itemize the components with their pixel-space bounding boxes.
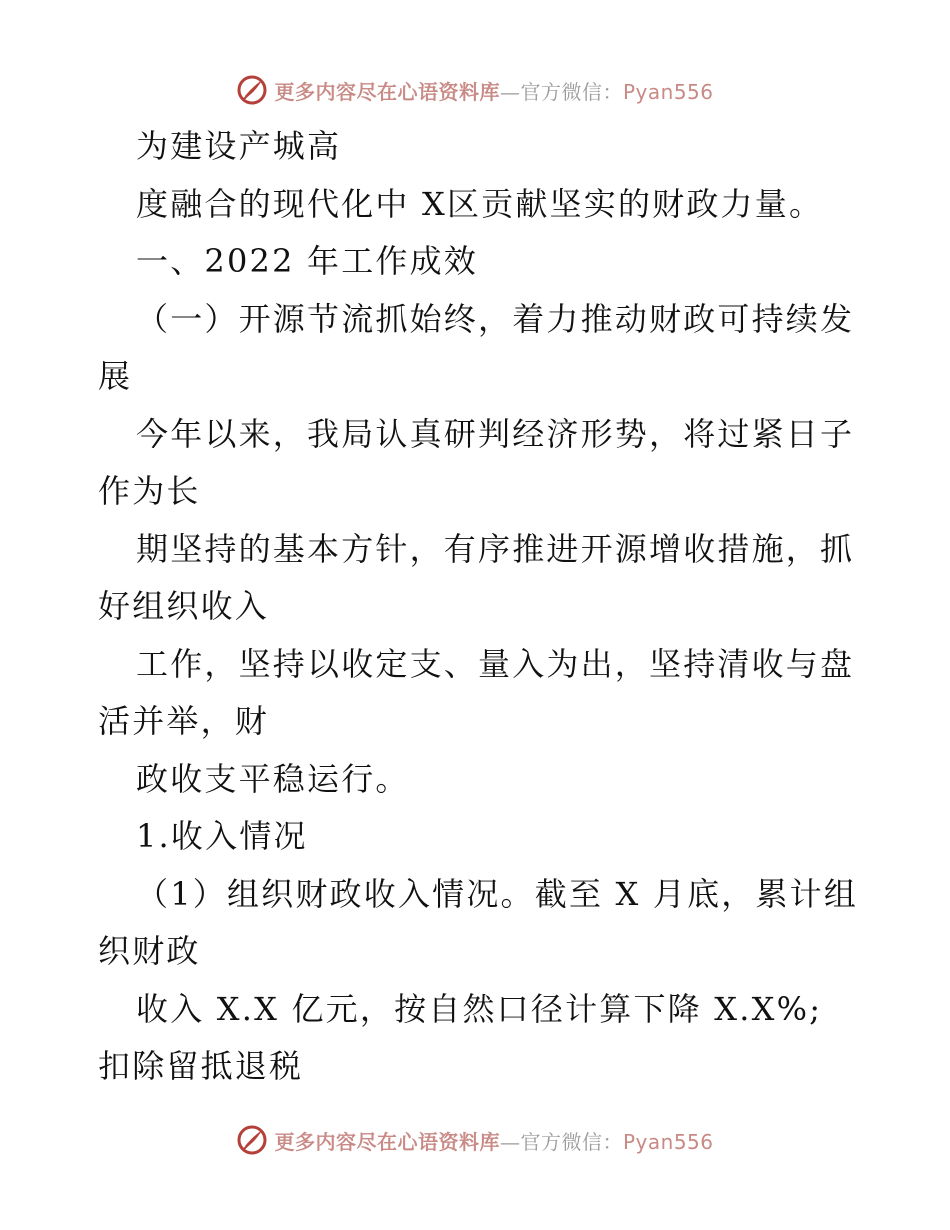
text-line: 收入 X.X 亿元，按自然口径计算下降 X.X%; xyxy=(136,989,823,1028)
text-line: （一）开源节流抓始终，着力推动财政可持续发 xyxy=(136,299,855,338)
text-line: 今年以来，我局认真研判经济形势，将过紧日子 xyxy=(136,414,855,453)
watermark-wechat-id: Pyan556 xyxy=(622,79,714,104)
text-line: 展 xyxy=(98,357,133,395)
watermark-separator: — xyxy=(499,1129,521,1154)
text-line: 期坚持的基本方针，有序推进开源增收措施，抓 xyxy=(136,529,855,568)
watermark-wechat-label: 官方微信： xyxy=(520,79,623,104)
text-line: 1.收入情况 xyxy=(136,817,308,855)
text-line: 织财政 xyxy=(98,932,201,970)
feather-quill-logo-icon xyxy=(236,1124,268,1156)
watermark-main-text: 更多内容尽在心语资料库 xyxy=(274,1129,500,1154)
watermark-wechat-id: Pyan556 xyxy=(622,1129,714,1154)
watermark-text xyxy=(274,1126,713,1155)
watermark-separator: — xyxy=(499,79,521,104)
text-line: 活并举，财 xyxy=(98,702,270,740)
text-line: 扣除留抵退税 xyxy=(98,1047,304,1085)
watermark-banner-top xyxy=(0,70,950,110)
text-line: （1）组织财政收入情况。截至 X 月底，累计组 xyxy=(136,874,859,913)
text-line: 政收支平稳运行。 xyxy=(136,759,410,798)
text-line: 作为长 xyxy=(98,472,201,510)
text-line: 一、2022 年工作成效 xyxy=(136,242,479,280)
document-body xyxy=(98,118,859,1096)
feather-quill-logo-icon xyxy=(236,74,268,106)
text-line: 工作，坚持以收定支、量入为出，坚持清收与盘 xyxy=(136,644,855,683)
watermark-main-text: 更多内容尽在心语资料库 xyxy=(274,79,500,104)
text-line: 为建设产城高 xyxy=(136,127,342,165)
watermark-banner-bottom xyxy=(0,1120,950,1160)
text-line: 度融合的现代化中 X区贡献坚实的财政力量。 xyxy=(136,184,824,223)
text-line: 好组织收入 xyxy=(98,587,270,625)
watermark-wechat-label: 官方微信： xyxy=(520,1129,623,1154)
watermark-text xyxy=(274,76,713,105)
